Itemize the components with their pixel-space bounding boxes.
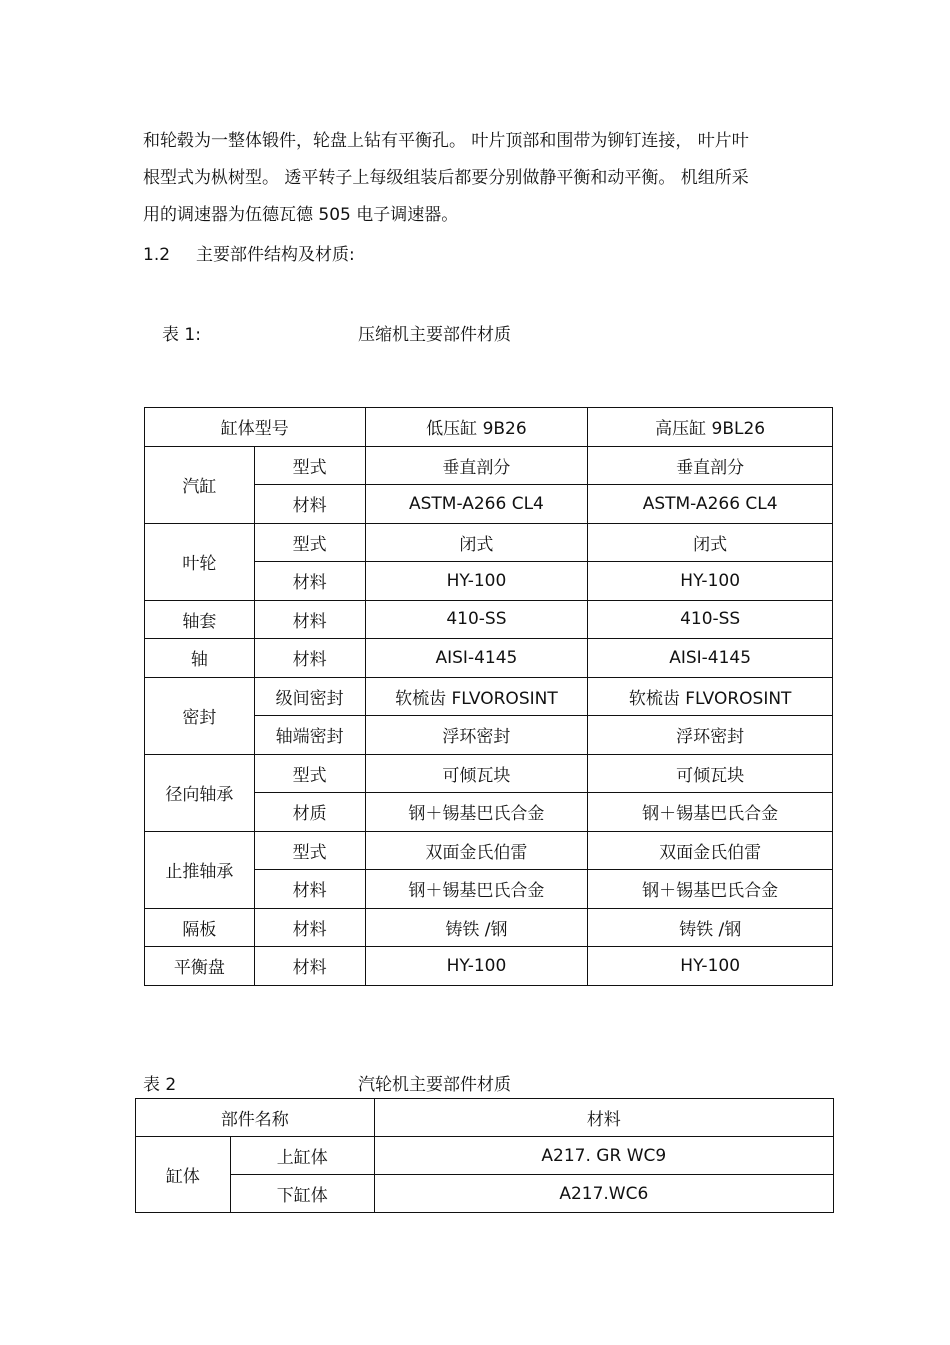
header-cell: 高压缸 9BL26 <box>588 408 833 447</box>
part-name-cell: 止推轴承 <box>145 831 255 908</box>
material-cell: A217.WC6 <box>374 1175 833 1213</box>
table-row <box>145 639 833 678</box>
intro-line: 和轮毂为一整体锻件，轮盘上钻有平衡孔。 叶片顶部和围带为铆钉连接， 叶片叶 <box>143 131 749 151</box>
high-pressure-value-cell: 垂直剖分 <box>588 446 833 485</box>
table1-title: 压缩机主要部件材质 <box>358 325 511 345</box>
high-pressure-value-cell: 可倾瓦块 <box>588 754 833 793</box>
header-cell: 缸体型号 <box>145 408 366 447</box>
part-name-cell: 轴套 <box>145 600 255 639</box>
attribute-cell: 材料 <box>254 639 365 678</box>
high-pressure-value-cell: ASTM-A266 CL4 <box>588 485 833 524</box>
table1-label: 表 1: <box>162 325 201 345</box>
sub-part-cell: 下缸体 <box>230 1175 374 1213</box>
high-pressure-value-cell: 浮环密封 <box>588 716 833 755</box>
high-pressure-value-cell: 双面金氏伯雷 <box>588 831 833 870</box>
part-name-cell: 隔板 <box>145 908 255 947</box>
attribute-cell: 材料 <box>254 485 365 524</box>
attribute-cell: 级间密封 <box>254 677 365 716</box>
low-pressure-value-cell: 铸铁 /钢 <box>365 908 588 947</box>
attribute-cell: 型式 <box>254 523 365 562</box>
part-name-cell: 密封 <box>145 677 255 754</box>
part-name-cell: 叶轮 <box>145 523 255 600</box>
low-pressure-value-cell: 可倾瓦块 <box>365 754 588 793</box>
low-pressure-value-cell: 浮环密封 <box>365 716 588 755</box>
section-title: 主要部件结构及材质: <box>196 245 355 265</box>
compressor-materials-table <box>144 407 833 986</box>
high-pressure-value-cell: 钢＋锡基巴氏合金 <box>588 870 833 909</box>
section-heading <box>143 240 355 265</box>
low-pressure-value-cell: HY-100 <box>365 947 588 986</box>
table-row <box>145 600 833 639</box>
high-pressure-value-cell: 410-SS <box>588 600 833 639</box>
high-pressure-value-cell: HY-100 <box>588 562 833 601</box>
part-name-cell: 汽缸 <box>145 446 255 523</box>
turbine-materials-table <box>135 1098 834 1213</box>
header-cell: 低压缸 9B26 <box>365 408 588 447</box>
table-row <box>145 446 833 485</box>
attribute-cell: 材料 <box>254 947 365 986</box>
low-pressure-value-cell: 双面金氏伯雷 <box>365 831 588 870</box>
attribute-cell: 材料 <box>254 908 365 947</box>
high-pressure-value-cell: 铸铁 /钢 <box>588 908 833 947</box>
table-row <box>145 523 833 562</box>
table-row <box>145 754 833 793</box>
attribute-cell: 材料 <box>254 562 365 601</box>
attribute-cell: 轴端密封 <box>254 716 365 755</box>
low-pressure-value-cell: AISI-4145 <box>365 639 588 678</box>
table-row <box>145 947 833 986</box>
table2-label: 表 2 <box>143 1075 177 1095</box>
low-pressure-value-cell: 钢＋锡基巴氏合金 <box>365 793 588 832</box>
material-cell: A217. GR WC9 <box>374 1137 833 1175</box>
intro-line: 根型式为枞树型。 透平转子上每级组装后都要分别做静平衡和动平衡。 机组所采 <box>143 168 749 188</box>
table-row <box>145 831 833 870</box>
table-header-row <box>136 1099 834 1137</box>
low-pressure-value-cell: 钢＋锡基巴氏合金 <box>365 870 588 909</box>
part-name-cell: 轴 <box>145 639 255 678</box>
table-row <box>136 1137 834 1175</box>
part-name-cell: 径向轴承 <box>145 754 255 831</box>
low-pressure-value-cell: 软梳齿 FLVOROSINT <box>365 677 588 716</box>
low-pressure-value-cell: HY-100 <box>365 562 588 601</box>
table-row <box>145 908 833 947</box>
high-pressure-value-cell: 软梳齿 FLVOROSINT <box>588 677 833 716</box>
attribute-cell: 材质 <box>254 793 365 832</box>
low-pressure-value-cell: 410-SS <box>365 600 588 639</box>
attribute-cell: 材料 <box>254 600 365 639</box>
header-cell: 材料 <box>374 1099 833 1137</box>
high-pressure-value-cell: 闭式 <box>588 523 833 562</box>
part-name-cell: 平衡盘 <box>145 947 255 986</box>
low-pressure-value-cell: ASTM-A266 CL4 <box>365 485 588 524</box>
attribute-cell: 型式 <box>254 754 365 793</box>
attribute-cell: 材料 <box>254 870 365 909</box>
low-pressure-value-cell: 闭式 <box>365 523 588 562</box>
table-header-row <box>145 408 833 447</box>
high-pressure-value-cell: 钢＋锡基巴氏合金 <box>588 793 833 832</box>
table2-title: 汽轮机主要部件材质 <box>358 1075 511 1095</box>
high-pressure-value-cell: HY-100 <box>588 947 833 986</box>
section-number: 1.2 <box>143 245 171 265</box>
header-cell: 部件名称 <box>136 1099 375 1137</box>
high-pressure-value-cell: AISI-4145 <box>588 639 833 678</box>
intro-paragraph <box>143 123 823 234</box>
sub-part-cell: 上缸体 <box>230 1137 374 1175</box>
attribute-cell: 型式 <box>254 831 365 870</box>
attribute-cell: 型式 <box>254 446 365 485</box>
low-pressure-value-cell: 垂直剖分 <box>365 446 588 485</box>
part-name-cell: 缸体 <box>136 1137 231 1213</box>
table-row <box>145 677 833 716</box>
table-row <box>136 1175 834 1213</box>
intro-line: 用的调速器为伍德瓦德 505 电子调速器。 <box>143 205 459 225</box>
